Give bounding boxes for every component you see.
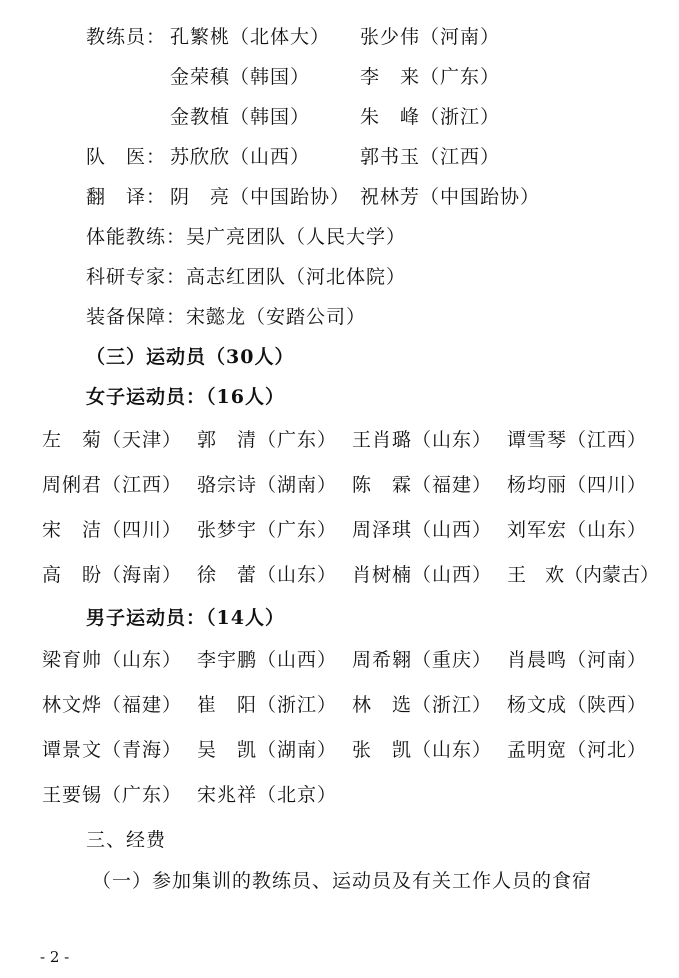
athlete-entry: 徐 蕾（山东） [197,564,338,586]
athlete-entry: 李宇鹏（山西） [197,649,338,671]
male-heading: 男子运动员：（14人） [86,607,285,629]
athlete-entry: 左 菊（天津） [42,429,183,451]
athletes-heading: （三）运动员（30人） [86,346,295,368]
translators-label: 翻 译： [86,186,167,208]
athlete-entry: 张 凯（山东） [352,739,493,761]
translator-entry: 祝林芳（中国跆协） [360,186,541,208]
coach-entry: 朱 峰（浙江） [360,106,501,128]
coach-entry: 李 来（广东） [360,66,501,88]
athlete-entry: 王要锡（广东） [42,784,183,806]
athlete-entry: 肖树楠（山西） [352,564,493,586]
athlete-entry: 宋 洁（四川） [42,519,183,541]
athlete-entry: 周俐君（江西） [42,474,183,496]
page-number: - 2 - [40,948,70,966]
equipment-value: 宋懿龙（安踏公司） [186,306,367,328]
athlete-entry: 谭雪琴（江西） [507,429,648,451]
athlete-entry: 杨文成（陕西） [507,694,648,716]
athlete-entry: 杨均丽（四川） [507,474,648,496]
coaches-label: 教练员： [86,26,167,48]
coach-entry: 张少伟（河南） [360,26,501,48]
athlete-entry: 崔 阳（浙江） [197,694,338,716]
athlete-entry: 王 欢（内蒙古） [507,564,660,586]
athlete-entry: 张梦宇（广东） [197,519,338,541]
funding-heading: 三、经费 [86,829,167,851]
fitness-label: 体能教练： [86,226,187,248]
athlete-entry: 周泽琪（山西） [352,519,493,541]
doctor-entry: 苏欣欣（山西） [170,146,311,168]
athlete-entry: 王肖璐（山东） [352,429,493,451]
female-heading: 女子运动员：（16人） [86,386,285,408]
research-value: 高志红团队（河北体院） [186,266,407,288]
funding-paragraph: （一）参加集训的教练员、运动员及有关工作人员的食宿 [92,870,593,892]
coach-entry: 金教植（韩国） [170,106,311,128]
research-label: 科研专家： [86,266,187,288]
fitness-value: 吴广亮团队（人民大学） [186,226,407,248]
athlete-entry: 周希翱（重庆） [352,649,493,671]
coach-entry: 金荣稹（韩国） [170,66,311,88]
athlete-entry: 梁育帅（山东） [42,649,183,671]
athlete-entry: 陈 霖（福建） [352,474,493,496]
doctors-label: 队 医： [86,146,167,168]
athlete-entry: 肖晨鸣（河南） [507,649,648,671]
doctor-entry: 郭书玉（江西） [360,146,501,168]
translator-entry: 阴 亮（中国跆协） [170,186,351,208]
athlete-entry: 吴 凯（湖南） [197,739,338,761]
athlete-entry: 林 选（浙江） [352,694,493,716]
coaches-row-1 [86,25,166,49]
athlete-entry: 宋兆祥（北京） [197,784,338,806]
athlete-entry: 谭景文（青海） [42,739,183,761]
equipment-row [86,305,366,329]
athlete-entry: 高 盼（海南） [42,564,183,586]
athlete-entry: 林文烨（福建） [42,694,183,716]
athlete-entry: 郭 清（广东） [197,429,338,451]
research-row [86,265,406,289]
coach-entry: 孔繁桃（北体大） [170,26,331,48]
athlete-entry: 孟明宽（河北） [507,739,648,761]
fitness-row [86,225,406,249]
athlete-entry: 骆宗诗（湖南） [197,474,338,496]
equipment-label: 装备保障： [86,306,187,328]
athlete-entry: 刘军宏（山东） [507,519,648,541]
